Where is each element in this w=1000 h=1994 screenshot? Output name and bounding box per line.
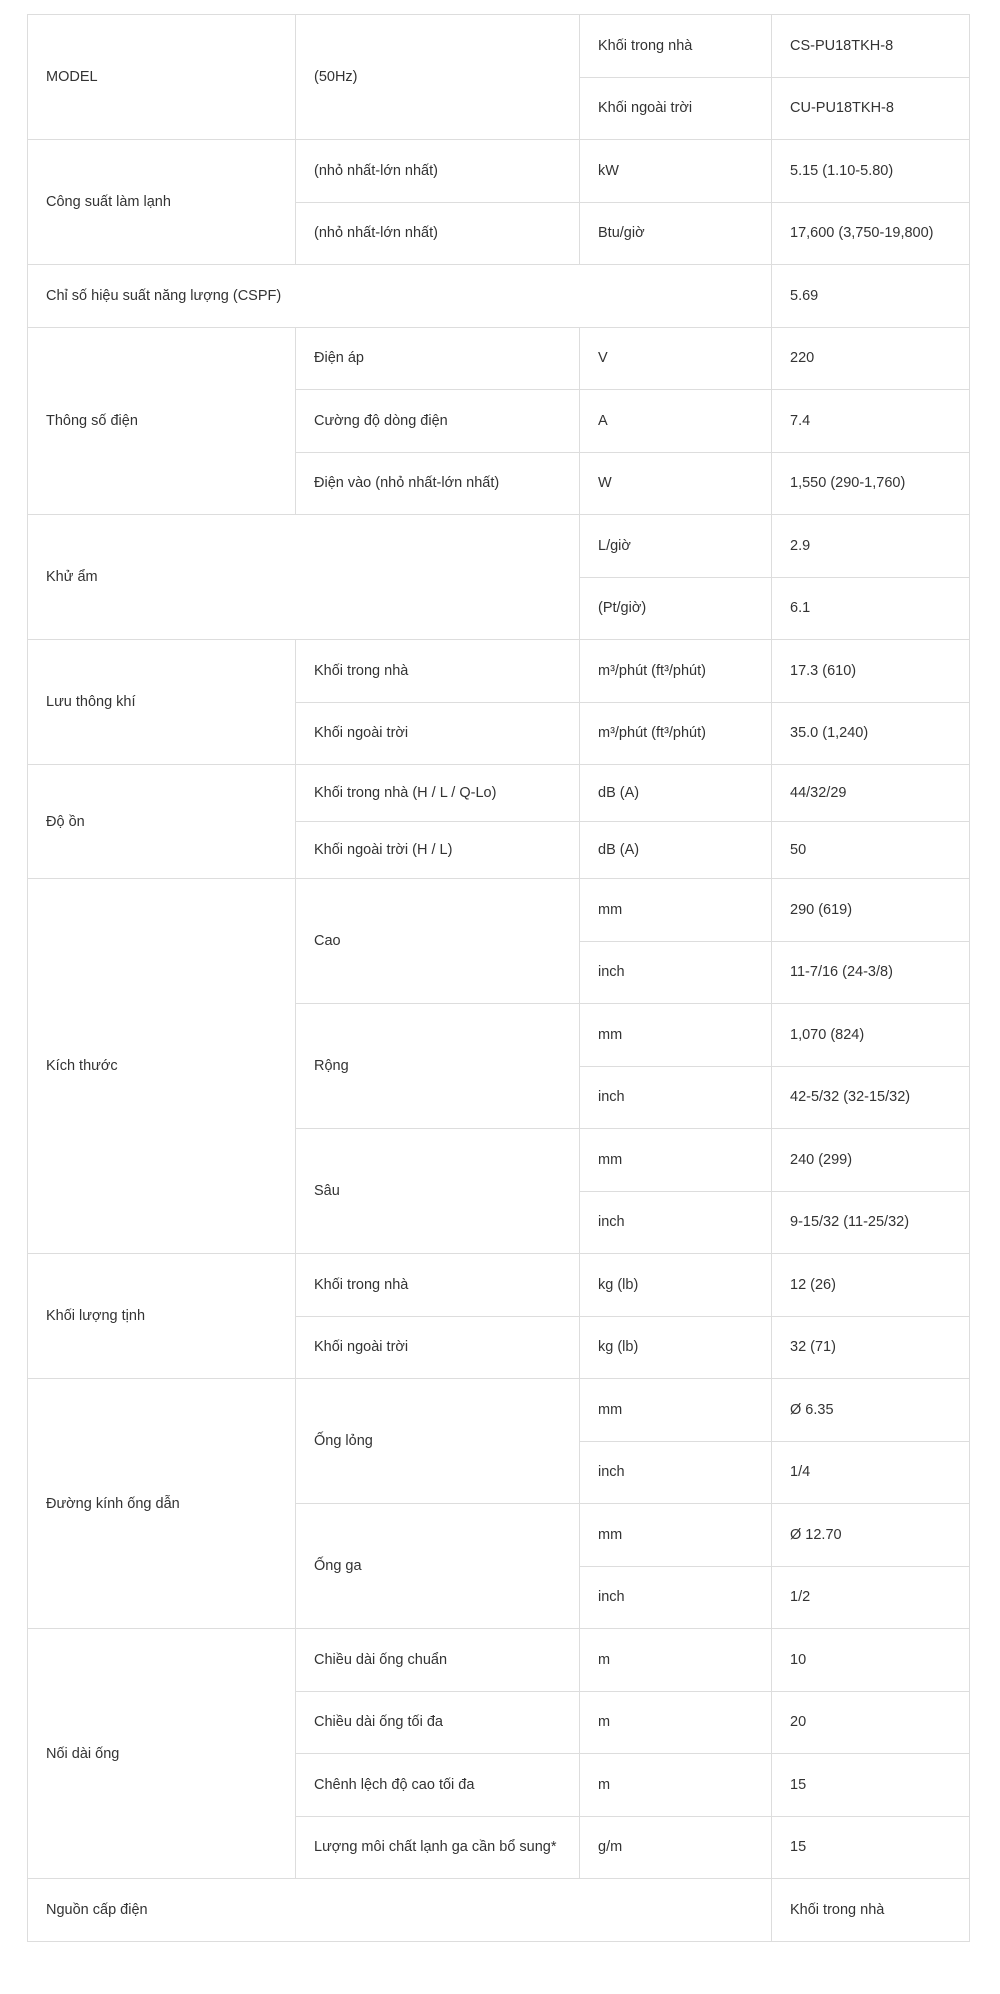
spec-group-label: Nguồn cấp điện [28, 1879, 772, 1942]
spec-unit: dB (A) [580, 765, 772, 822]
spec-value: 1,550 (290-1,760) [772, 452, 970, 515]
spec-unit: m³/phút (ft³/phút) [580, 702, 772, 765]
spec-value: 32 (71) [772, 1316, 970, 1379]
spec-unit: m [580, 1754, 772, 1817]
spec-unit: A [580, 390, 772, 453]
spec-value: CS-PU18TKH-8 [772, 15, 970, 78]
spec-unit: dB (A) [580, 822, 772, 879]
spec-value: 12 (26) [772, 1254, 970, 1317]
spec-value: 42-5/32 (32-15/32) [772, 1066, 970, 1129]
spec-unit: V [580, 327, 772, 390]
spec-sub-label: Khối ngoài trời [296, 702, 580, 765]
spec-sub-label: Điện vào (nhỏ nhất-lớn nhất) [296, 452, 580, 515]
spec-value: 35.0 (1,240) [772, 702, 970, 765]
spec-unit: kg (lb) [580, 1316, 772, 1379]
spec-unit: mm [580, 1504, 772, 1567]
spec-group-label: Đường kính ống dẫn [28, 1379, 296, 1629]
spec-value: Ø 12.70 [772, 1504, 970, 1567]
spec-value: 50 [772, 822, 970, 879]
spec-unit: m [580, 1629, 772, 1692]
spec-value: 17,600 (3,750-19,800) [772, 202, 970, 265]
spec-unit: Khối trong nhà [580, 15, 772, 78]
table-row [28, 640, 970, 703]
spec-group-label: Lưu thông khí [28, 640, 296, 765]
spec-value: 220 [772, 327, 970, 390]
spec-unit: mm [580, 1004, 772, 1067]
spec-value: 44/32/29 [772, 765, 970, 822]
spec-sub-label: Khối ngoài trời (H / L) [296, 822, 580, 879]
spec-group-label: Khử ẩm [28, 515, 580, 640]
spec-value: 17.3 (610) [772, 640, 970, 703]
spec-unit: g/m [580, 1816, 772, 1879]
table-row [28, 265, 970, 328]
table-row [28, 1379, 970, 1442]
spec-group-label: Kích thước [28, 879, 296, 1254]
spec-sub-label: Rộng [296, 1004, 580, 1129]
spec-value: 1/4 [772, 1441, 970, 1504]
spec-sub-label: (nhỏ nhất-lớn nhất) [296, 202, 580, 265]
spec-unit: mm [580, 1129, 772, 1192]
spec-unit: m³/phút (ft³/phút) [580, 640, 772, 703]
spec-value: 6.1 [772, 577, 970, 640]
spec-unit: mm [580, 879, 772, 942]
spec-table [27, 14, 970, 1942]
spec-value: 10 [772, 1629, 970, 1692]
spec-sub-label: Sâu [296, 1129, 580, 1254]
spec-unit: Btu/giờ [580, 202, 772, 265]
spec-value: 15 [772, 1816, 970, 1879]
spec-sub-label: Cường độ dòng điện [296, 390, 580, 453]
spec-value: CU-PU18TKH-8 [772, 77, 970, 140]
spec-unit: W [580, 452, 772, 515]
spec-unit: inch [580, 1566, 772, 1629]
spec-unit: mm [580, 1379, 772, 1442]
spec-unit: inch [580, 1441, 772, 1504]
spec-value: 1,070 (824) [772, 1004, 970, 1067]
table-row [28, 515, 970, 578]
spec-sub-label: Cao [296, 879, 580, 1004]
spec-value: 290 (619) [772, 879, 970, 942]
table-row [28, 879, 970, 942]
table-row [28, 1629, 970, 1692]
spec-unit: m [580, 1691, 772, 1754]
spec-sub-label: (nhỏ nhất-lớn nhất) [296, 140, 580, 203]
spec-value: Ø 6.35 [772, 1379, 970, 1442]
spec-sub-label: (50Hz) [296, 15, 580, 140]
spec-unit: Khối ngoài trời [580, 77, 772, 140]
spec-sub-label: Khối trong nhà (H / L / Q-Lo) [296, 765, 580, 822]
spec-group-label: Công suất làm lạnh [28, 140, 296, 265]
spec-value: 15 [772, 1754, 970, 1817]
spec-unit: kW [580, 140, 772, 203]
spec-value: 2.9 [772, 515, 970, 578]
spec-value: 20 [772, 1691, 970, 1754]
spec-sub-label: Khối trong nhà [296, 640, 580, 703]
table-row [28, 1254, 970, 1317]
spec-unit: (Pt/giờ) [580, 577, 772, 640]
spec-sub-label: Lượng môi chất lạnh ga cần bổ sung* [296, 1816, 580, 1879]
spec-sub-label: Ống ga [296, 1504, 580, 1629]
spec-sub-label: Chiều dài ống chuẩn [296, 1629, 580, 1692]
spec-group-label: MODEL [28, 15, 296, 140]
spec-group-label: Độ ồn [28, 765, 296, 879]
spec-sub-label: Điện áp [296, 327, 580, 390]
spec-unit: L/giờ [580, 515, 772, 578]
spec-group-label: Chỉ số hiệu suất năng lượng (CSPF) [28, 265, 772, 328]
spec-value: 5.15 (1.10-5.80) [772, 140, 970, 203]
spec-unit: kg (lb) [580, 1254, 772, 1317]
table-row [28, 1879, 970, 1942]
spec-sub-label: Khối ngoài trời [296, 1316, 580, 1379]
spec-value: 9-15/32 (11-25/32) [772, 1191, 970, 1254]
spec-unit: inch [580, 1191, 772, 1254]
spec-sub-label: Chênh lệch độ cao tối đa [296, 1754, 580, 1817]
spec-value: 240 (299) [772, 1129, 970, 1192]
table-row [28, 327, 970, 390]
table-row [28, 765, 970, 822]
spec-group-label: Nối dài ống [28, 1629, 296, 1879]
spec-value: 1/2 [772, 1566, 970, 1629]
spec-group-label: Thông số điện [28, 327, 296, 515]
spec-group-label: Khối lượng tịnh [28, 1254, 296, 1379]
spec-sub-label: Khối trong nhà [296, 1254, 580, 1317]
table-row [28, 140, 970, 203]
spec-unit: inch [580, 1066, 772, 1129]
spec-value: 11-7/16 (24-3/8) [772, 941, 970, 1004]
table-row [28, 15, 970, 78]
spec-unit: inch [580, 941, 772, 1004]
spec-value: 7.4 [772, 390, 970, 453]
spec-sub-label: Chiều dài ống tối đa [296, 1691, 580, 1754]
spec-sub-label: Ống lỏng [296, 1379, 580, 1504]
spec-value: 5.69 [772, 265, 970, 328]
spec-value: Khối trong nhà [772, 1879, 970, 1942]
